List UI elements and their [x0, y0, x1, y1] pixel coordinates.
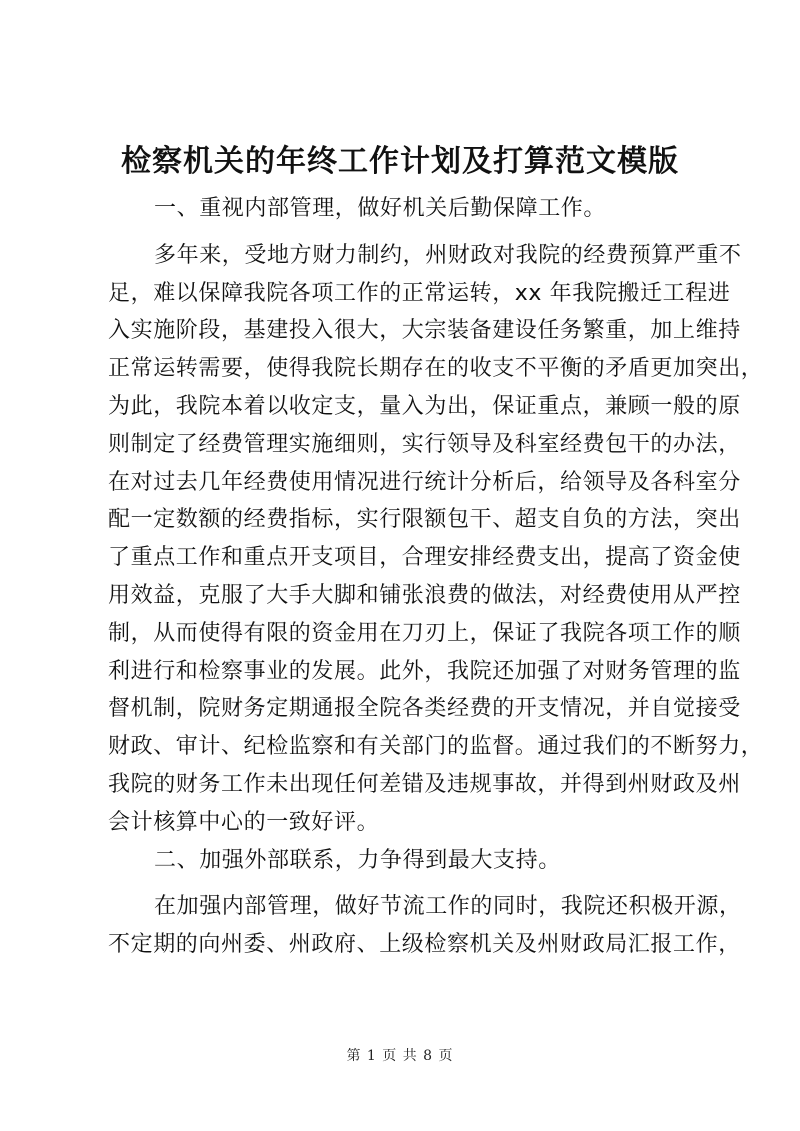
document-body: [108, 190, 764, 964]
page-footer: 第 1 页 共 8 页: [346, 1048, 454, 1064]
text-line: 利进行和检察事业的发展。此外，我院还加强了对财务管理的监: [108, 658, 741, 684]
document-title: 检察机关的年终工作计划及打算范文模版: [121, 144, 679, 179]
text-line: 制，从而使得有限的资金用在刀刃上，保证了我院各项工作的顺: [108, 620, 741, 646]
text-line: 足，难以保障我院各项工作的正常运转，xx 年我院搬迁工程进: [108, 280, 731, 306]
text-line: 在对过去几年经费使用情况进行统计分析后，给领导及各科室分: [108, 469, 741, 495]
text-line: 正常运转需要，使得我院长期存在的收支不平衡的矛盾更加突出，: [108, 356, 764, 382]
paragraph: [108, 888, 742, 964]
text-line: 会计核算中心的一致好评。: [108, 809, 380, 835]
section-heading: [108, 842, 706, 889]
paragraph: [108, 237, 764, 842]
text-line: 一、重视内部管理，做好机关后勤保障工作。: [154, 196, 607, 221]
text-line: 在加强内部管理，做好节流工作的同时，我院还积极开源，: [154, 894, 742, 920]
text-line: 则制定了经费管理实施细则，实行领导及科室经费包干的办法，: [108, 431, 741, 457]
text-line: 二、加强外部联系，力争得到最大支持。: [154, 847, 561, 873]
text-line: 入实施阶段，基建投入很大，大宗装备建设任务繁重，加上维持: [108, 318, 741, 344]
text-line: 用效益，克服了大手大脚和铺张浪费的做法，对经费使用从严控: [108, 582, 741, 608]
text-line: 财政、审计、纪检监察和有关部门的监督。通过我们的不断努力，: [108, 734, 764, 760]
text-line: 多年来，受地方财力制约，州财政对我院的经费预算严重不: [154, 242, 742, 268]
section-heading: [108, 190, 706, 237]
text-line: 督机制，院财务定期通报全院各类经费的开支情况，并自觉接受: [108, 696, 741, 722]
text-line: 配一定数额的经费指标，实行限额包干、超支自负的方法，突出: [108, 507, 741, 533]
text-line: 了重点工作和重点开支项目，合理安排经费支出，提高了资金使: [108, 545, 741, 571]
text-line: 不定期的向州委、州政府、上级检察机关及州财政局汇报工作，: [108, 932, 741, 958]
text-line: 我院的财务工作未出现任何差错及违规事故，并得到州财政及州: [108, 771, 741, 797]
text-line: 为此，我院本着以收定支，量入为出，保证重点，兼顾一般的原: [108, 393, 741, 419]
